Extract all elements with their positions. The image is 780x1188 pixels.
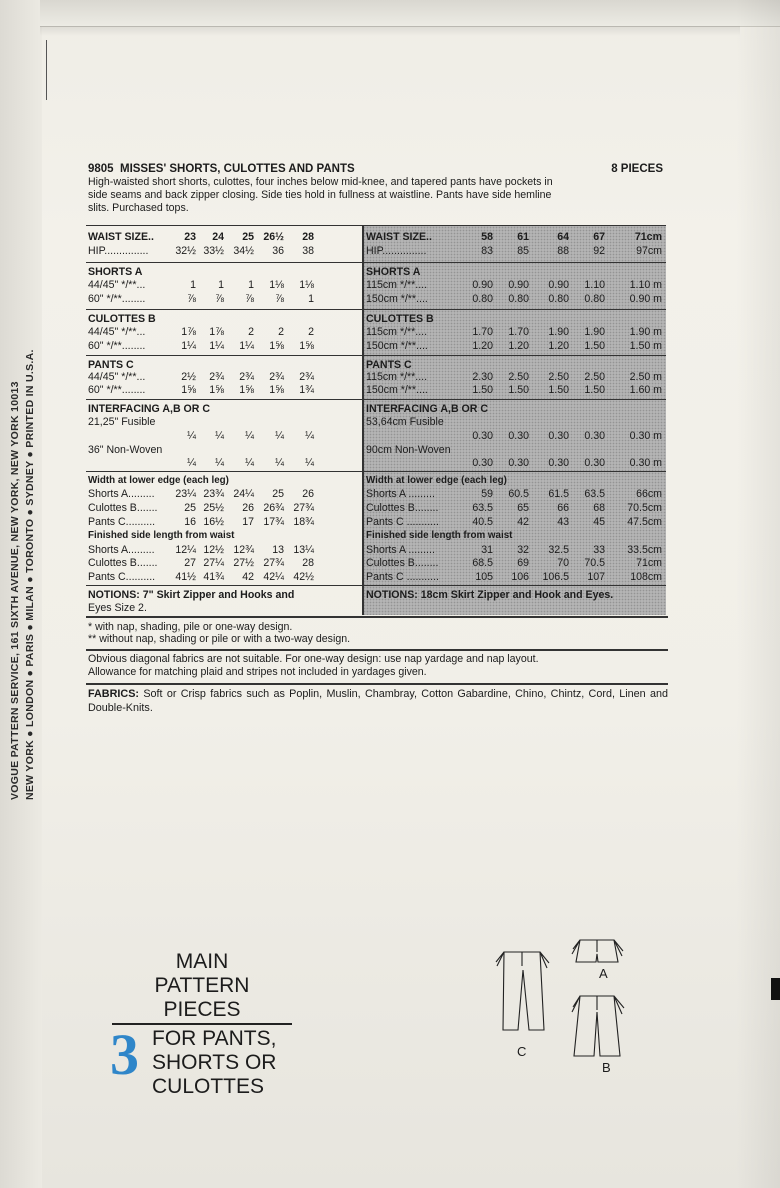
chart-section bbox=[86, 585, 362, 616]
size-value: 41¾ bbox=[203, 571, 224, 583]
row-label: Shorts A ......... bbox=[366, 544, 435, 556]
publisher-cities: NEW YORK ● LONDON ● PARIS ● MILAN ● TORONTO ● SYDNEY ● PRINTED IN U.S.A. bbox=[24, 349, 36, 800]
size-value: 26½ bbox=[263, 231, 284, 243]
size-value: ¼ bbox=[305, 430, 314, 442]
size-value: 66cm bbox=[636, 488, 662, 500]
row-label: 53,64cm Fusible bbox=[366, 416, 444, 428]
size-value: 0.80 bbox=[472, 293, 493, 305]
size-value: 2.50 bbox=[508, 371, 529, 383]
size-value: 16 bbox=[184, 516, 196, 528]
size-value: 12½ bbox=[203, 544, 224, 556]
size-value: 67 bbox=[593, 231, 605, 243]
row-label: 115cm */**.... bbox=[366, 371, 428, 383]
size-value: 107 bbox=[587, 571, 605, 583]
size-value: 1.90 bbox=[548, 326, 569, 338]
notes-rule bbox=[86, 616, 668, 618]
sketch-label-c: C bbox=[517, 1044, 527, 1059]
section-subtitle: Finished side length from waist bbox=[366, 530, 513, 541]
obvious-line: Obvious diagonal fabrics are not suitable. For one-way design: use nap yardage and nap layout. bbox=[88, 653, 539, 665]
header-row bbox=[88, 163, 663, 175]
size-value: ¼ bbox=[215, 430, 224, 442]
row-label: Culottes B........ bbox=[366, 557, 439, 569]
pattern-header bbox=[88, 163, 663, 215]
chart-section bbox=[86, 355, 362, 400]
size-value: 1.10 bbox=[584, 279, 605, 291]
size-value: 41½ bbox=[175, 571, 196, 583]
chart-section bbox=[86, 471, 362, 586]
size-value: 106.5 bbox=[542, 571, 569, 583]
size-value: 27¾ bbox=[293, 502, 314, 514]
row-label: Culottes B........ bbox=[366, 502, 439, 514]
size-value: 1.20 bbox=[472, 340, 493, 352]
size-value: 88 bbox=[557, 245, 569, 257]
chart-section bbox=[363, 309, 666, 356]
size-value: 28 bbox=[302, 557, 314, 569]
metric-yardage-column bbox=[363, 226, 666, 615]
size-value: 58 bbox=[481, 231, 493, 243]
row-label: 60" */**........ bbox=[88, 384, 146, 396]
size-value: 2¾ bbox=[239, 371, 254, 383]
size-value: 106 bbox=[511, 571, 529, 583]
nap-note: * with nap, shading, pile or one-way design. bbox=[88, 621, 293, 633]
chart-section bbox=[363, 399, 666, 472]
size-value: 61.5 bbox=[548, 488, 569, 500]
size-value: 0.30 bbox=[548, 457, 569, 469]
main-pattern-pieces-heading bbox=[142, 950, 262, 1022]
size-value: ⅞ bbox=[187, 293, 196, 305]
size-value: 1.50 bbox=[508, 384, 529, 396]
size-value: 1 bbox=[248, 279, 254, 291]
size-value: 17¾ bbox=[263, 516, 284, 528]
size-value: 1.70 bbox=[508, 326, 529, 338]
section-title: SHORTS A bbox=[88, 266, 143, 278]
chart-section bbox=[86, 399, 362, 472]
size-value: 69 bbox=[517, 557, 529, 569]
row-label: Pants C ........... bbox=[366, 516, 440, 528]
size-value: 17 bbox=[242, 516, 254, 528]
size-value: 1.10 m bbox=[629, 279, 662, 291]
size-value: 108cm bbox=[630, 571, 662, 583]
chart-section bbox=[86, 226, 362, 262]
size-value: 0.30 m bbox=[629, 457, 662, 469]
size-value: 1⅝ bbox=[269, 384, 284, 396]
size-value: ¼ bbox=[275, 457, 284, 469]
notions-line: NOTIONS: 7" Skirt Zipper and Hooks and bbox=[88, 589, 295, 601]
flap-shadow bbox=[40, 26, 740, 36]
row-label: Shorts A......... bbox=[88, 488, 155, 500]
size-value: 33.5cm bbox=[627, 544, 662, 556]
size-value: 1.60 m bbox=[629, 384, 662, 396]
size-value: 1.50 bbox=[584, 340, 605, 352]
size-value: 36 bbox=[272, 245, 284, 257]
size-value: 33½ bbox=[203, 245, 224, 257]
chart-section bbox=[363, 262, 666, 310]
size-value: 25 bbox=[242, 231, 254, 243]
description-line: side seams and back zipper closing. Side ties hold in fullness at waistline. Pants have side hemline bbox=[88, 189, 552, 201]
size-value: ¼ bbox=[245, 430, 254, 442]
size-value: 1⅝ bbox=[239, 384, 254, 396]
size-value: 23 bbox=[184, 231, 196, 243]
size-value: 60.5 bbox=[508, 488, 529, 500]
size-value: 27¾ bbox=[263, 557, 284, 569]
size-value: 1 bbox=[218, 279, 224, 291]
obvious-notes bbox=[88, 653, 668, 679]
row-label: WAIST SIZE.. bbox=[366, 231, 432, 243]
size-value: 45 bbox=[593, 516, 605, 528]
envelope-right-shadow bbox=[736, 0, 780, 1188]
size-value: 1⅞ bbox=[209, 326, 224, 338]
size-value: 27¼ bbox=[203, 557, 224, 569]
size-value: 1 bbox=[190, 279, 196, 291]
size-value: 27½ bbox=[233, 557, 254, 569]
size-value: 2.50 bbox=[548, 371, 569, 383]
row-label: 90cm Non-Woven bbox=[366, 444, 451, 456]
size-value: 0.30 bbox=[548, 430, 569, 442]
obvious-rule bbox=[86, 649, 668, 651]
size-value: 25½ bbox=[203, 502, 224, 514]
size-value: 71cm bbox=[634, 231, 662, 243]
size-value: ¼ bbox=[215, 457, 224, 469]
pattern-title bbox=[88, 163, 355, 175]
size-value: 2.50 m bbox=[629, 371, 662, 383]
size-value: 42 bbox=[242, 571, 254, 583]
section-title: CULOTTES B bbox=[88, 313, 156, 325]
size-value: 97cm bbox=[636, 245, 662, 257]
size-value: 2¾ bbox=[299, 371, 314, 383]
notions-line: NOTIONS: 18cm Skirt Zipper and Hook and Eyes. bbox=[366, 589, 614, 601]
size-value: 0.30 bbox=[508, 457, 529, 469]
chart-section bbox=[86, 309, 362, 356]
size-value: 47.5cm bbox=[627, 516, 662, 528]
size-value: 2.30 bbox=[472, 371, 493, 383]
size-value: 0.90 bbox=[548, 279, 569, 291]
size-value: ⅞ bbox=[275, 293, 284, 305]
row-label: 60" */**........ bbox=[88, 340, 146, 352]
size-value: 0.30 bbox=[584, 457, 605, 469]
size-value: 105 bbox=[475, 571, 493, 583]
size-value: ⅞ bbox=[245, 293, 254, 305]
chart-section bbox=[363, 471, 666, 586]
size-value: 0.80 bbox=[548, 293, 569, 305]
size-value: 68 bbox=[593, 502, 605, 514]
size-value: 24 bbox=[212, 231, 224, 243]
nap-notes bbox=[88, 621, 668, 645]
size-value: 16½ bbox=[203, 516, 224, 528]
yardage-chart bbox=[86, 225, 666, 615]
row-label: 150cm */**.... bbox=[366, 340, 428, 352]
size-value: 13¼ bbox=[293, 544, 314, 556]
size-value: 1¼ bbox=[209, 340, 224, 352]
main-line: PIECES bbox=[163, 998, 241, 1021]
garment-back-sketches bbox=[492, 930, 642, 1075]
row-label: 44/45" */**... bbox=[88, 326, 146, 338]
sketch-label-b: B bbox=[602, 1060, 611, 1075]
size-value: 24¼ bbox=[233, 488, 254, 500]
size-value: 2½ bbox=[181, 371, 196, 383]
pattern-number: 9805 bbox=[88, 163, 114, 175]
size-value: 1.90 bbox=[584, 326, 605, 338]
size-value: 1.50 bbox=[472, 384, 493, 396]
size-value: 68.5 bbox=[472, 557, 493, 569]
size-value: ¼ bbox=[187, 430, 196, 442]
size-value: 71cm bbox=[636, 557, 662, 569]
size-value: 13 bbox=[272, 544, 284, 556]
size-value: 1⅞ bbox=[181, 326, 196, 338]
row-label: Shorts A......... bbox=[88, 544, 155, 556]
piece-number: 3 bbox=[110, 1022, 139, 1087]
size-value: 2 bbox=[278, 326, 284, 338]
size-value: 59 bbox=[481, 488, 493, 500]
piece-count: 8 PIECES bbox=[611, 163, 663, 175]
size-value: 26¾ bbox=[263, 502, 284, 514]
row-label: 60" */**........ bbox=[88, 293, 146, 305]
size-value: 1⅛ bbox=[299, 279, 314, 291]
row-label: 44/45" */**... bbox=[88, 371, 146, 383]
size-value: 1⅛ bbox=[269, 279, 284, 291]
row-label: WAIST SIZE.. bbox=[88, 231, 154, 243]
size-value: 66 bbox=[557, 502, 569, 514]
usage-line: SHORTS OR bbox=[152, 1051, 277, 1074]
row-label: Culottes B....... bbox=[88, 502, 158, 514]
size-value: 2¾ bbox=[209, 371, 224, 383]
size-value: 70.5cm bbox=[627, 502, 662, 514]
size-value: 1.20 bbox=[508, 340, 529, 352]
size-value: 31 bbox=[481, 544, 493, 556]
size-value: 0.30 bbox=[584, 430, 605, 442]
pieces-usage bbox=[152, 1027, 276, 1099]
size-value: 26 bbox=[242, 502, 254, 514]
row-label: 150cm */**.... bbox=[366, 384, 428, 396]
row-label: 150cm */**.... bbox=[366, 293, 428, 305]
section-title: Width at lower edge (each leg) bbox=[366, 475, 507, 486]
publisher-side-text bbox=[8, 349, 38, 800]
fabrics-list: Soft or Crisp fabrics such as Poplin, Muslin, Chambray, Cotton Gabardine, Chino, Chintz, Cord, Linen and Double-Knits. bbox=[88, 688, 668, 714]
size-value: 1⅝ bbox=[269, 340, 284, 352]
section-title: CULOTTES B bbox=[366, 313, 434, 325]
size-value: 63.5 bbox=[472, 502, 493, 514]
sketch-label-a: A bbox=[599, 966, 608, 981]
chart-section bbox=[363, 226, 666, 262]
size-value: 64 bbox=[557, 231, 569, 243]
size-value: 92 bbox=[593, 245, 605, 257]
envelope-flap bbox=[40, 0, 780, 27]
size-value: 28 bbox=[302, 231, 314, 243]
size-value: 1 bbox=[308, 293, 314, 305]
size-value: 1.70 bbox=[472, 326, 493, 338]
size-value: 26 bbox=[302, 488, 314, 500]
size-value: 1⅝ bbox=[209, 384, 224, 396]
size-value: 1.20 bbox=[548, 340, 569, 352]
size-value: 65 bbox=[517, 502, 529, 514]
section-title: Width at lower edge (each leg) bbox=[88, 475, 229, 486]
size-value: 12¾ bbox=[233, 544, 254, 556]
garment-sketch-icon bbox=[492, 930, 642, 1070]
size-value: ¼ bbox=[245, 457, 254, 469]
section-title: INTERFACING A,B OR C bbox=[88, 403, 211, 415]
size-value: ¼ bbox=[305, 457, 314, 469]
size-value: 70 bbox=[557, 557, 569, 569]
size-value: 32 bbox=[517, 544, 529, 556]
size-value: 0.90 bbox=[472, 279, 493, 291]
row-label: 21,25" Fusible bbox=[88, 416, 156, 428]
row-label: 115cm */**.... bbox=[366, 279, 428, 291]
without-nap-note: ** without nap, shading or pile or with a two-way design. bbox=[88, 633, 351, 645]
fabrics-label: FABRICS: bbox=[88, 688, 139, 700]
size-value: 63.5 bbox=[584, 488, 605, 500]
row-label: Pants C.......... bbox=[88, 516, 156, 528]
row-label: HIP............... bbox=[88, 245, 149, 257]
fold-line bbox=[46, 40, 47, 100]
description-line: slits. Purchased tops. bbox=[88, 202, 189, 214]
size-value: 25 bbox=[272, 488, 284, 500]
size-value: 23¼ bbox=[175, 488, 196, 500]
size-value: 40.5 bbox=[472, 516, 493, 528]
size-value: 61 bbox=[517, 231, 529, 243]
usage-line: CULOTTES bbox=[152, 1075, 265, 1098]
size-value: 1.90 m bbox=[629, 326, 662, 338]
size-value: ¼ bbox=[275, 430, 284, 442]
size-value: 32.5 bbox=[548, 544, 569, 556]
main-line: MAIN bbox=[175, 950, 229, 973]
pattern-name: MISSES' SHORTS, CULOTTES AND PANTS bbox=[119, 163, 355, 175]
pattern-description bbox=[88, 176, 663, 215]
size-value: 12¼ bbox=[175, 544, 196, 556]
size-value: 43 bbox=[557, 516, 569, 528]
size-value: 32½ bbox=[175, 245, 196, 257]
main-line: PATTERN bbox=[154, 974, 250, 997]
size-value: 0.90 m bbox=[629, 293, 662, 305]
size-value: 0.30 bbox=[472, 457, 493, 469]
size-value: 83 bbox=[481, 245, 493, 257]
size-value: 2¾ bbox=[269, 371, 284, 383]
row-label: Shorts A ......... bbox=[366, 488, 435, 500]
obvious-line: Allowance for matching plaid and stripes not included in yardages given. bbox=[88, 666, 427, 678]
size-value: 38 bbox=[302, 245, 314, 257]
size-value: 0.80 bbox=[584, 293, 605, 305]
chart-section bbox=[86, 262, 362, 310]
row-label: 115cm */**.... bbox=[366, 326, 428, 338]
size-value: 0.90 bbox=[508, 279, 529, 291]
size-value: 34½ bbox=[233, 245, 254, 257]
size-value: 1⅝ bbox=[299, 340, 314, 352]
size-value: 23¾ bbox=[203, 488, 224, 500]
section-title: PANTS C bbox=[88, 359, 134, 371]
size-value: 27 bbox=[184, 557, 196, 569]
chart-section bbox=[363, 585, 666, 616]
fabrics-note bbox=[88, 687, 668, 715]
size-value: 70.5 bbox=[584, 557, 605, 569]
row-label: HIP............... bbox=[366, 245, 427, 257]
size-value: 1.50 m bbox=[629, 340, 662, 352]
size-value: 2 bbox=[248, 326, 254, 338]
inch-yardage-column bbox=[86, 226, 362, 615]
size-value: 42 bbox=[517, 516, 529, 528]
size-value: 1.50 bbox=[548, 384, 569, 396]
usage-line: FOR PANTS, bbox=[152, 1027, 277, 1050]
section-title: PANTS C bbox=[366, 359, 412, 371]
row-label: Culottes B....... bbox=[88, 557, 158, 569]
fabrics-rule bbox=[86, 683, 668, 685]
chart-section bbox=[363, 355, 666, 400]
size-value: 42¼ bbox=[263, 571, 284, 583]
publisher-address: VOGUE PATTERN SERVICE, 161 SIXTH AVENUE, NEW YORK, NEW YORK 10013 bbox=[9, 381, 21, 800]
size-value: 1¼ bbox=[181, 340, 196, 352]
size-value: 0.30 m bbox=[629, 430, 662, 442]
column-divider bbox=[362, 226, 364, 615]
size-value: 25 bbox=[184, 502, 196, 514]
size-value: 1⅝ bbox=[181, 384, 196, 396]
row-label: Pants C.......... bbox=[88, 571, 156, 583]
size-value: 2 bbox=[308, 326, 314, 338]
row-label: 44/45" */**... bbox=[88, 279, 146, 291]
size-value: 2.50 bbox=[584, 371, 605, 383]
size-value: 1¾ bbox=[299, 384, 314, 396]
size-value: 85 bbox=[517, 245, 529, 257]
size-value: 33 bbox=[593, 544, 605, 556]
size-value: 1¼ bbox=[239, 340, 254, 352]
section-title: INTERFACING A,B OR C bbox=[366, 403, 489, 415]
size-value: 1.50 bbox=[584, 384, 605, 396]
size-value: 18¾ bbox=[293, 516, 314, 528]
size-value: 0.30 bbox=[472, 430, 493, 442]
section-subtitle: Finished side length from waist bbox=[88, 530, 235, 541]
size-value: 0.80 bbox=[508, 293, 529, 305]
size-value: 0.30 bbox=[508, 430, 529, 442]
pieces-rule bbox=[112, 1023, 292, 1025]
size-value: ⅞ bbox=[215, 293, 224, 305]
row-label: 36" Non-Woven bbox=[88, 444, 163, 456]
description-line: High-waisted short shorts, culottes, four inches below mid-knee, and tapered pants have pockets in bbox=[88, 176, 553, 188]
size-value: 42½ bbox=[293, 571, 314, 583]
notions-line: Eyes Size 2. bbox=[88, 602, 147, 614]
section-title: SHORTS A bbox=[366, 266, 421, 278]
black-tab bbox=[771, 978, 780, 1000]
row-label: Pants C ........... bbox=[366, 571, 440, 583]
size-value: ¼ bbox=[187, 457, 196, 469]
